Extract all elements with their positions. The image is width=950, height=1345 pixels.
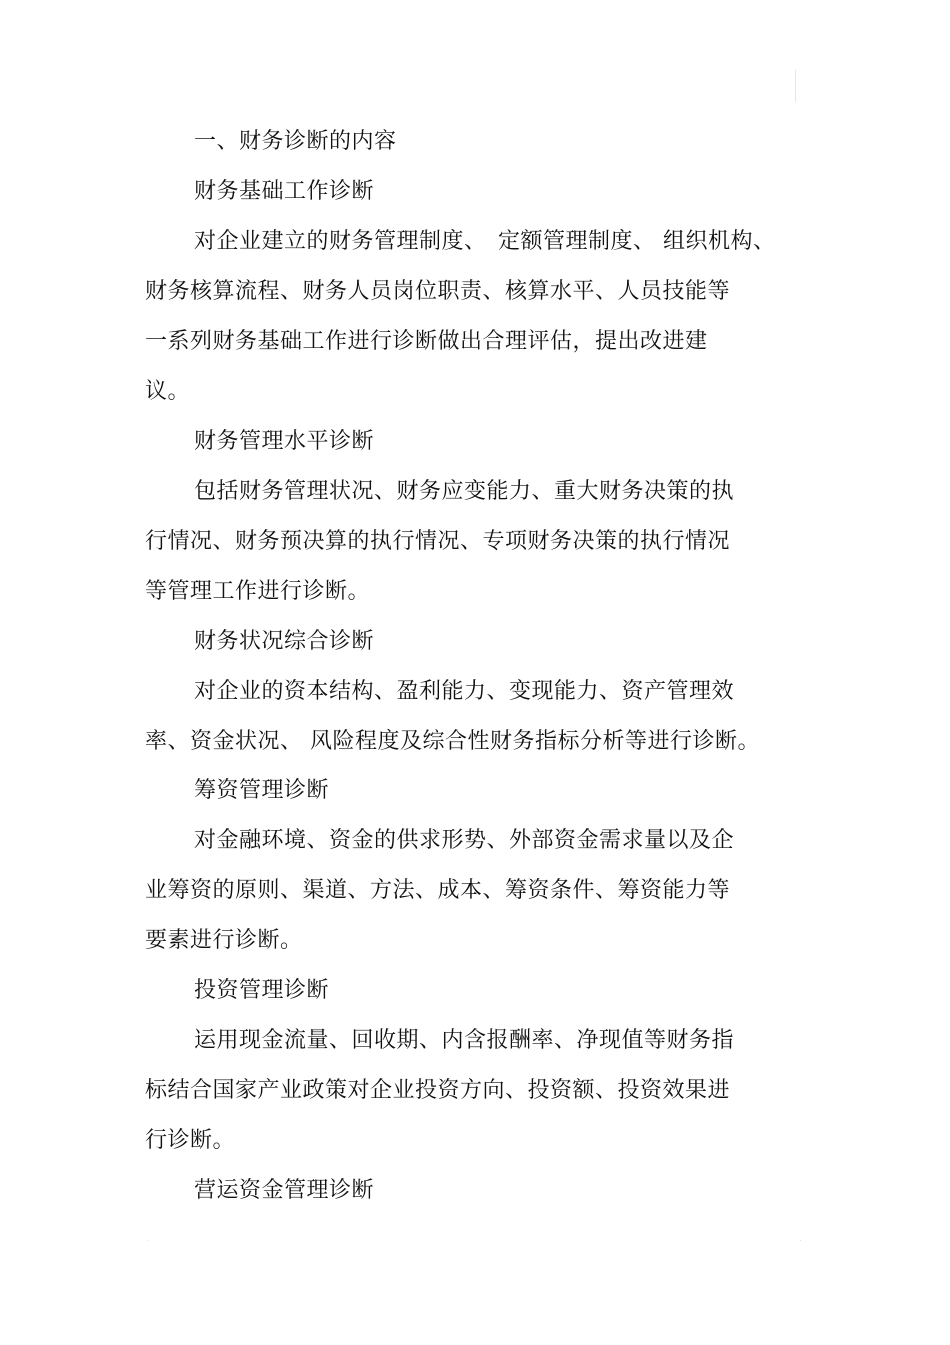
paragraph-line: 率、资金状况、 风险程度及综合性财务指标分析等进行诊断。 xyxy=(145,729,760,754)
paragraph-line: 对企业的资本结构、盈利能力、变现能力、资产管理效 xyxy=(194,679,735,704)
paragraph-line: 对金融环境、资金的供求形势、外部资金需求量以及企 xyxy=(194,828,735,853)
subsection-heading: 财务状况综合诊断 xyxy=(194,629,375,654)
page-edge-mark xyxy=(795,70,796,102)
subsection-heading: 财务基础工作诊断 xyxy=(194,179,375,204)
paragraph-line: 行诊断。 xyxy=(145,1128,236,1153)
page-corner-mark xyxy=(800,1240,801,1241)
section-heading: 一、财务诊断的内容 xyxy=(194,129,397,154)
subsection-heading: 筹资管理诊断 xyxy=(194,778,330,803)
paragraph-line: 要素进行诊断。 xyxy=(145,928,303,953)
subsection-heading: 营运资金管理诊断 xyxy=(194,1178,375,1203)
paragraph-line: 标结合国家产业政策对企业投资方向、投资额、投资效果进 xyxy=(145,1078,731,1103)
subsection-heading: 投资管理诊断 xyxy=(194,978,330,1003)
paragraph-line: 对企业建立的财务管理制度、 定额管理制度、 组织机构、 xyxy=(194,229,776,254)
paragraph-line: 运用现金流量、回收期、内含报酬率、净现值等财务指 xyxy=(194,1028,735,1053)
subsection-heading: 财务管理水平诊断 xyxy=(194,429,375,454)
paragraph-line: 财务核算流程、财务人员岗位职责、核算水平、人员技能等 xyxy=(145,279,731,304)
paragraph-line: 一系列财务基础工作进行诊断做出合理评估，提出改进建 xyxy=(145,329,708,354)
page-corner-mark xyxy=(148,1240,149,1241)
paragraph-line: 等管理工作进行诊断。 xyxy=(145,579,371,604)
paragraph-line: 包括财务管理状况、财务应变能力、重大财务决策的执 xyxy=(194,479,735,504)
paragraph-line: 行情况、财务预决算的执行情况、专项财务决策的执行情况 xyxy=(145,529,731,554)
paragraph-line: 议。 xyxy=(145,379,191,404)
paragraph-line: 业筹资的原则、渠道、方法、成本、筹资条件、筹资能力等 xyxy=(145,878,731,903)
